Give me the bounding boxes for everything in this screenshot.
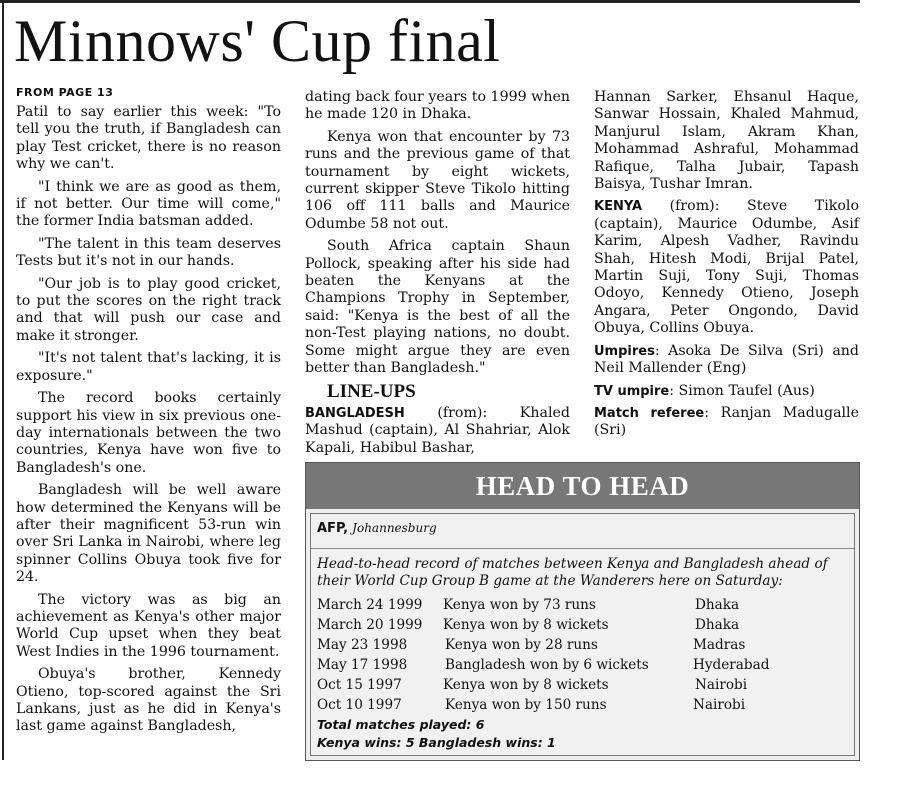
match-result: Kenya won by 150 runs	[445, 697, 607, 713]
paragraph: "I think we are as good as them, if not better. Our time will come," the former India batsman added.	[16, 178, 281, 230]
match-date: May 23 1998	[317, 637, 408, 653]
bangladesh-squad-continued: Hannan Sarker, Ehsanul Haque, Sanwar Hossain, Khaled Mahmud, Manjurul Islam, Akram Khan, Mohammad Ashraful, Mohammad Rafique, Talha Jubair, Tapash Baisya, Tushar Imran.	[594, 89, 859, 193]
match-venue: Dhaka	[695, 597, 740, 613]
match-date: March 20 1999	[317, 617, 423, 633]
paragraph: "It's not talent that's lacking, it is exposure."	[16, 350, 281, 384]
paragraph: Bangladesh will be well aware how determined the Kenyans will be after their magnificent 53-run win over Sri Lanka in Nairobi, where leg spinner Collins Obuya took five for 24.	[16, 482, 281, 586]
match-venue: Madras	[693, 637, 746, 653]
match-result: Kenya won by 8 wickets	[443, 617, 609, 633]
paragraph: Patil to say earlier this week: "To tell you the truth, if Bangladesh can play Test cricket, there is no reason why we can't.	[16, 104, 281, 173]
dateline	[317, 521, 437, 536]
paragraph: South Africa captain Shaun Pollock, speaking after his side had beaten the Kenyans at the Champions Trophy in September, said: "Kenya is the best of all the non-Test playing nations, no doubt. Some might argue they are even better than Bangladesh."	[305, 238, 570, 377]
paragraph: "The talent in this team deserves Tests but it's not in our hands.	[16, 235, 281, 270]
tv-umpire-text: : Simon Taufel (Aus)	[669, 382, 815, 399]
umpires-text: : Asoka De Silva (Sri) and Neil Mallender (Eng)	[594, 342, 859, 377]
match-referee-text: : Ranjan Madugalle (Sri)	[594, 404, 859, 439]
head-to-head-box	[305, 462, 860, 761]
kenya-label: KENYA	[594, 199, 643, 215]
match-date: March 24 1999	[317, 597, 423, 613]
match-date: Oct 10 1997	[317, 697, 402, 713]
match-venue: Nairobi	[693, 697, 746, 713]
head-to-head-panel	[310, 513, 855, 756]
umpires	[594, 343, 859, 378]
paragraph: Kenya won that encounter by 73 runs and the previous game of that tournament by eight wickets, current skipper Steve Tikolo hitting 106 off 111 balls and Maurice Odumbe 58 not out.	[305, 128, 570, 232]
wins-summary: Kenya wins: 5 Bangladesh wins: 1	[317, 735, 556, 750]
kenya-squad-text: (from): Steve Tikolo (captain), Maurice Odumbe, Asif Karim, Alpesh Vadher, Ravindu Shah, Hitesh Modi, Brijal Patel, Martin Suji, Tony Suji, Thomas Odoyo, Kennedy Otieno, Joseph Angara, Peter Ongondo, David Obuya, Collins Obuya.	[594, 198, 859, 337]
head-to-head-intro: Head-to-head record of matches between Kenya and Bangladesh ahead of their World Cup Group B game at the Wanderers here on Saturday:	[317, 556, 828, 589]
match-result: Kenya won by 28 runs	[445, 637, 598, 653]
left-rule	[2, 0, 4, 760]
kenya-squad	[594, 198, 859, 337]
bangladesh-squad-text: (from): Khaled Mashud (captain), Al Shahriar, Alok Kapali, Habibul Bashar,	[305, 404, 570, 456]
match-venue: Nairobi	[695, 677, 748, 693]
from-page-label: FROM PAGE 13	[16, 86, 114, 99]
paragraph: "Our job is to play good cricket, to put the scores on the right track and that will push our case and make it stronger.	[16, 275, 281, 344]
tv-umpire-label: TV umpire	[594, 383, 670, 399]
agency: AFP,	[317, 521, 349, 536]
match-result: Kenya won by 73 runs	[443, 597, 596, 613]
match-referee-label: Match referee	[594, 405, 705, 421]
total-matches: Total matches played: 6	[317, 717, 485, 732]
paragraph: The victory was as big an achievement as Kenya's other major World Cup upset when they beat West Indies in the 1996 tournament.	[16, 591, 281, 660]
lineups-heading: LINE-UPS	[327, 380, 416, 402]
match-venue: Dhaka	[695, 617, 740, 633]
article-column-2	[305, 89, 570, 462]
paragraph: The record books certainly support his view in six previous one-day internationals between the two countries, Kenya have won five to Bangladesh's one.	[16, 390, 281, 476]
match-referee	[594, 405, 859, 440]
dateline-rule	[311, 548, 854, 549]
match-result: Bangladesh won by 6 wickets	[445, 657, 649, 673]
paragraph: Obuya's brother, Kennedy Otieno, top-scored against the Sri Lankans, just as he did in Kenya's last game against Bangladesh,	[16, 666, 281, 735]
article-column-3	[594, 89, 859, 445]
head-to-head-title: HEAD TO HEAD	[306, 463, 859, 509]
match-date: May 17 1998	[317, 657, 408, 673]
match-date: Oct 15 1997	[317, 677, 402, 693]
bangladesh-label: BANGLADESH	[305, 405, 405, 421]
article-column-1	[16, 104, 281, 741]
umpires-label: Umpires	[594, 343, 655, 359]
match-result: Kenya won by 8 wickets	[443, 677, 609, 693]
headline: Minnows' Cup final	[14, 8, 501, 74]
tv-umpire	[594, 383, 859, 400]
match-venue: Hyderabad	[693, 657, 770, 673]
dateline-city: Johannesburg	[352, 521, 437, 535]
bangladesh-squad	[305, 405, 570, 457]
paragraph: dating back four years to 1999 when he made 120 in Dhaka.	[305, 89, 570, 123]
